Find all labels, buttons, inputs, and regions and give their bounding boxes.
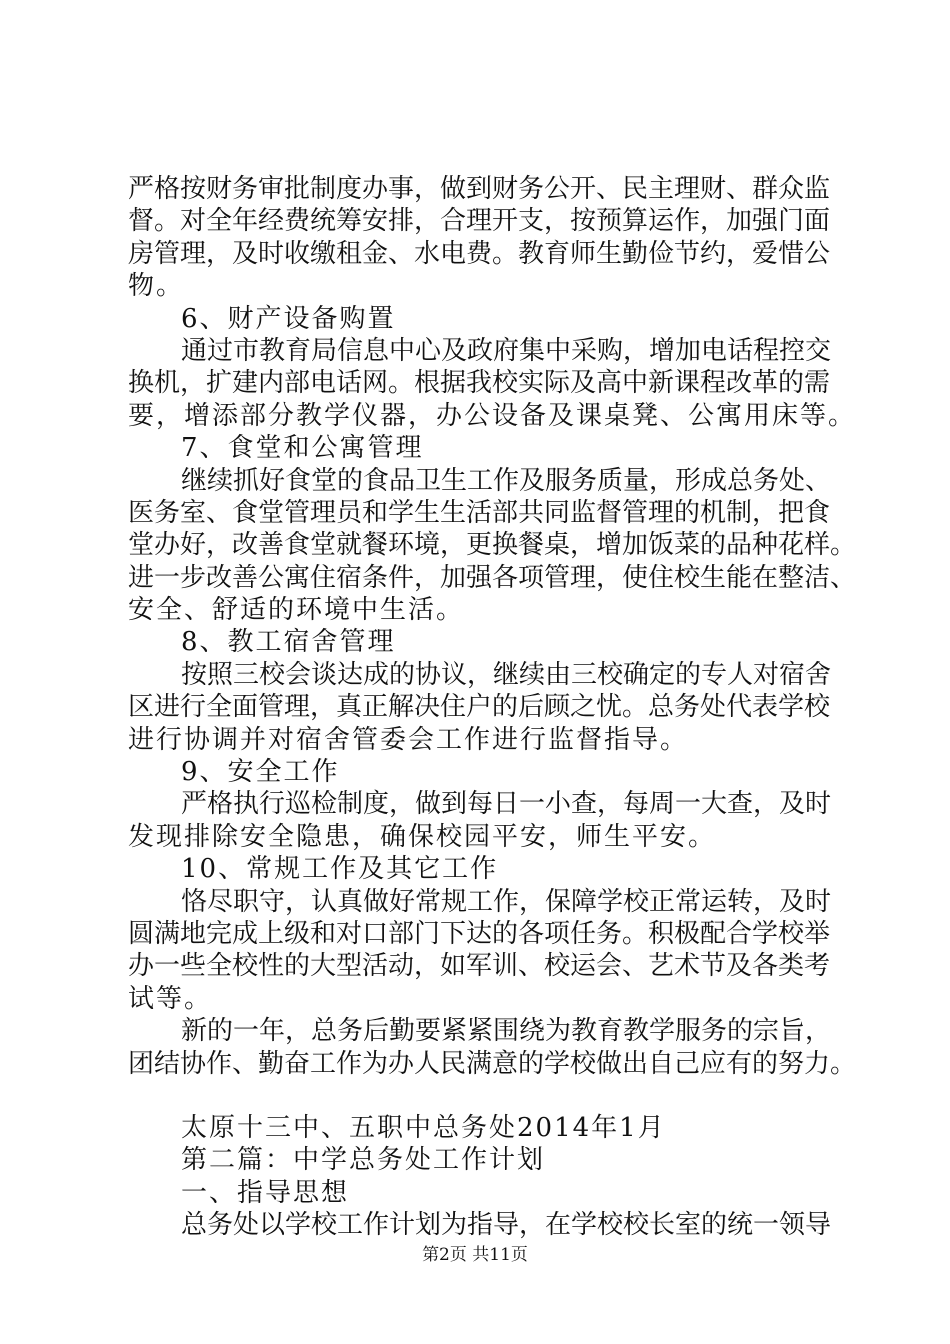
paragraph-line: 安全、舒适的环境中生活。: [128, 595, 465, 626]
paragraph-line: 严格执行巡检制度，做到每日一小查，每周一大查，及时: [181, 789, 832, 820]
paragraph-line: 团结协作、勤奋工作为办人民满意的学校做出自己应有的努力。: [128, 1048, 857, 1079]
paragraph-line: 通过市教育局信息中心及政府集中采购，增加电话程控交: [181, 335, 832, 366]
section-heading: 9、安全工作: [181, 757, 340, 788]
blank-line: [128, 1080, 828, 1112]
section-heading: 8、教工宿舍管理: [181, 627, 396, 658]
paragraph-line: 严格按财务审批制度办事，做到财务公开、民主理财、群众监: [128, 174, 831, 204]
section-heading: 7、食堂和公寓管理: [181, 433, 424, 464]
paragraph-line: 发现排除安全隐患，确保校园平安，师生平安。: [128, 821, 717, 852]
paragraph-line: 换机，扩建内部电话网。根据我校实际及高中新课程改革的需: [128, 368, 831, 399]
page-footer: [0, 1240, 950, 1265]
paragraph-line: 堂办好，改善食堂就餐环境，更换餐桌，增加饭菜的品种花样。: [128, 530, 857, 561]
section-heading: 10、常规工作及其它工作: [181, 854, 499, 885]
paragraph-line: 圆满地完成上级和对口部门下达的各项任务。积极配合学校举: [128, 918, 831, 949]
paragraph-line: 房管理，及时收缴租金、水电费。教育师生勤俭节约，爱惜公: [128, 238, 831, 269]
paragraph-line: 物。: [128, 271, 185, 302]
paragraph-line: 试等。: [128, 983, 213, 1014]
paragraph-line: 按照三校会谈达成的协议，继续由三校确定的专人对宿舍: [181, 659, 832, 690]
signature-line: 太原十三中、五职中总务处2014年1月: [181, 1112, 666, 1143]
paragraph-line: 恪尽职守，认真做好常规工作，保障学校正常运转，及时: [181, 886, 832, 917]
paragraph-line: 进行协调并对宿舍管委会工作进行监督指导。: [128, 724, 689, 755]
paragraph-line: 督。对全年经费统筹安排，合理开支，按预算运作，加强门面: [128, 206, 831, 237]
paragraph-line: 要，增添部分教学仪器，办公设备及课桌凳、公寓用床等。: [128, 400, 857, 431]
section-heading: 第二篇：中学总务处工作计划: [181, 1145, 546, 1176]
paragraph-line: 办一些全校性的大型活动，如军训、校运会、艺术节及各类考: [128, 951, 831, 982]
paragraph-line: 总务处以学校工作计划为指导，在学校校长室的统一领导: [181, 1210, 832, 1241]
page-number: 第2页 共11页: [422, 1245, 528, 1265]
section-heading: 一、指导思想: [181, 1177, 350, 1208]
paragraph-line: 区进行全面管理，真正解决住户的后顾之忧。总务处代表学校: [128, 692, 831, 723]
paragraph-line: 医务室、食堂管理员和学生生活部共同监督管理的机制，把食: [128, 497, 831, 528]
paragraph-line: 继续抓好食堂的食品卫生工作及服务质量，形成总务处、: [181, 465, 832, 496]
paragraph-line: 进一步改善公寓住宿条件，加强各项管理，使住校生能在整洁、: [128, 562, 857, 593]
paragraph-line: 新的一年，总务后勤要紧紧围绕为教育教学服务的宗旨，: [181, 1016, 832, 1047]
section-heading: 6、财产设备购置: [181, 303, 396, 334]
document-body: [128, 173, 857, 1242]
